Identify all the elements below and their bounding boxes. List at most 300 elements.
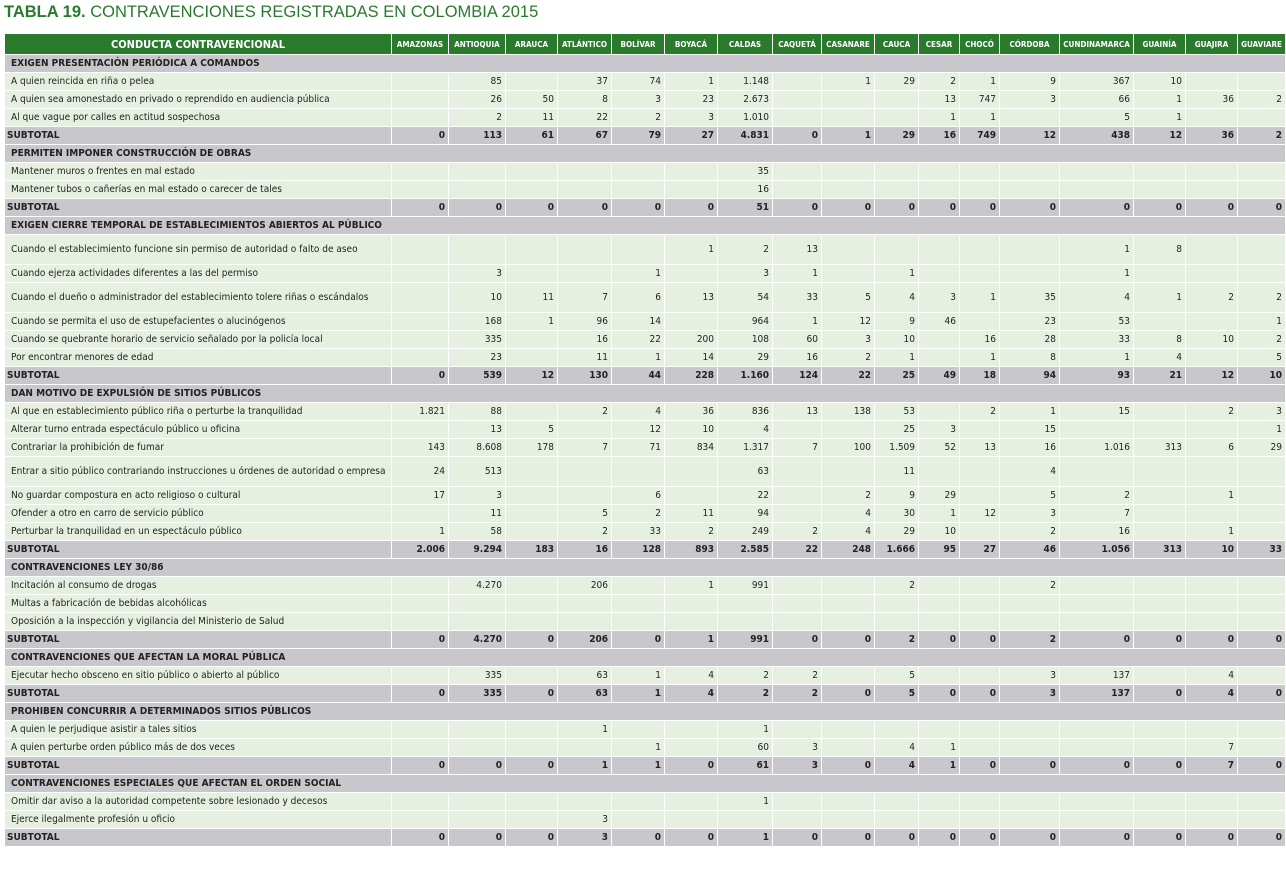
value-cell (612, 163, 664, 180)
value-cell (919, 811, 959, 828)
value-cell (612, 721, 664, 738)
subtotal-cell: 79 (612, 127, 664, 144)
value-cell (558, 595, 611, 612)
value-cell (665, 793, 717, 810)
table-row (5, 721, 1285, 738)
value-cell: 12 (960, 505, 999, 522)
subtotal-cell: 539 (449, 367, 505, 384)
value-cell (875, 163, 918, 180)
value-cell: 6 (612, 283, 664, 312)
value-cell: 63 (718, 457, 772, 486)
value-cell: 30 (875, 505, 918, 522)
header-department: CAQUETÁ (773, 34, 821, 54)
subtotal-cell: 1 (822, 127, 874, 144)
subtotal-cell: 113 (449, 127, 505, 144)
section-header (5, 145, 1285, 162)
value-cell: 28 (1000, 331, 1059, 348)
subtotal-cell: 0 (919, 631, 959, 648)
value-cell: 24 (392, 457, 448, 486)
value-cell (612, 577, 664, 594)
value-cell: 60 (773, 331, 821, 348)
value-cell: 4 (822, 505, 874, 522)
header-department: ATLÁNTICO (558, 34, 611, 54)
value-cell (449, 235, 505, 264)
value-cell: 3 (919, 283, 959, 312)
value-cell (558, 235, 611, 264)
value-cell: 313 (1134, 439, 1185, 456)
value-cell (773, 457, 821, 486)
subtotal-row (5, 631, 1285, 648)
value-cell: 13 (773, 403, 821, 420)
row-label: Multas a fabricación de bebidas alcohólicas (5, 595, 391, 612)
value-cell (773, 505, 821, 522)
value-cell: 37 (558, 73, 611, 90)
value-cell (449, 595, 505, 612)
section-header (5, 217, 1285, 234)
subtotal-cell: 1 (665, 631, 717, 648)
value-cell (1000, 793, 1059, 810)
value-cell (392, 739, 448, 756)
value-cell (1238, 505, 1285, 522)
value-cell: 335 (449, 331, 505, 348)
value-cell (1238, 487, 1285, 504)
subtotal-cell: 183 (506, 541, 557, 558)
subtotal-cell: 0 (1186, 199, 1237, 216)
value-cell (665, 313, 717, 330)
value-cell (1238, 109, 1285, 126)
value-cell: 1 (1060, 349, 1133, 366)
value-cell (1000, 739, 1059, 756)
subtotal-cell: 0 (1134, 829, 1185, 846)
value-cell (822, 721, 874, 738)
value-cell: 96 (558, 313, 611, 330)
value-cell: 5 (1238, 349, 1285, 366)
subtotal-cell: 12 (506, 367, 557, 384)
value-cell (392, 421, 448, 438)
subtotal-cell: 93 (1060, 367, 1133, 384)
value-cell (875, 613, 918, 630)
subtotal-cell: 94 (1000, 367, 1059, 384)
page-title (4, 3, 538, 25)
value-cell: 1.317 (718, 439, 772, 456)
value-cell: 16 (1000, 439, 1059, 456)
subtotal-cell: 0 (1238, 631, 1285, 648)
subtotal-cell: 0 (392, 367, 448, 384)
value-cell: 991 (718, 577, 772, 594)
section-title: EXIGEN CIERRE TEMPORAL DE ESTABLECIMIENTOS ABIERTOS AL PÚBLICO (5, 217, 1285, 234)
subtotal-cell: 0 (665, 757, 717, 774)
value-cell (506, 349, 557, 366)
value-cell: 3 (1000, 91, 1059, 108)
value-cell (1060, 595, 1133, 612)
subtotal-cell: 0 (1238, 199, 1285, 216)
value-cell: 1 (960, 109, 999, 126)
value-cell (1060, 181, 1133, 198)
table-body (5, 55, 1285, 846)
value-cell (1134, 163, 1185, 180)
value-cell (1000, 721, 1059, 738)
value-cell: 2 (1238, 283, 1285, 312)
value-cell (1186, 265, 1237, 282)
subtotal-cell: 313 (1134, 541, 1185, 558)
value-cell: 16 (1060, 523, 1133, 540)
value-cell: 7 (558, 283, 611, 312)
subtotal-cell: 0 (822, 199, 874, 216)
section-header (5, 703, 1285, 720)
section-title: PROHIBEN CONCURRIR A DETERMINADOS SITIOS PÚBLICOS (5, 703, 1285, 720)
value-cell (1238, 265, 1285, 282)
value-cell: 29 (875, 523, 918, 540)
value-cell: 1 (960, 73, 999, 90)
header-department: CALDAS (718, 34, 772, 54)
row-label: Cuando se permita el uso de estupefacientes o alucinógenos (5, 313, 391, 330)
row-label: Al que en establecimiento público riña o perturbe la tranquilidad (5, 403, 391, 420)
header-department: CAUCA (875, 34, 918, 54)
value-cell (558, 181, 611, 198)
table-row (5, 667, 1285, 684)
value-cell (392, 73, 448, 90)
value-cell (392, 331, 448, 348)
table-row (5, 283, 1285, 312)
value-cell (449, 181, 505, 198)
value-cell (1238, 739, 1285, 756)
value-cell (449, 793, 505, 810)
value-cell: 7 (1186, 739, 1237, 756)
subtotal-cell: 2 (1000, 631, 1059, 648)
value-cell: 63 (558, 667, 611, 684)
subtotal-cell: 0 (665, 829, 717, 846)
subtotal-cell: 4 (1186, 685, 1237, 702)
subtotal-cell: 0 (1238, 757, 1285, 774)
value-cell: 8.608 (449, 439, 505, 456)
subtotal-cell: 206 (558, 631, 611, 648)
subtotal-cell: 0 (960, 631, 999, 648)
subtotal-cell: 29 (875, 127, 918, 144)
value-cell (558, 613, 611, 630)
value-cell (506, 739, 557, 756)
value-cell: 1 (919, 109, 959, 126)
value-cell: 10 (919, 523, 959, 540)
value-cell: 26 (449, 91, 505, 108)
value-cell (506, 181, 557, 198)
subtotal-label: SUBTOTAL (5, 829, 391, 846)
value-cell: 1 (392, 523, 448, 540)
value-cell (665, 595, 717, 612)
value-cell (1238, 721, 1285, 738)
subtotal-cell: 0 (1060, 631, 1133, 648)
value-cell (392, 811, 448, 828)
value-cell: 14 (665, 349, 717, 366)
value-cell: 1.509 (875, 439, 918, 456)
subtotal-cell: 0 (612, 199, 664, 216)
value-cell (1000, 235, 1059, 264)
value-cell (1238, 181, 1285, 198)
subtotal-cell: 1 (612, 685, 664, 702)
value-cell: 4 (1000, 457, 1059, 486)
row-label: Ejerce ilegalmente profesión u oficio (5, 811, 391, 828)
value-cell: 1 (665, 73, 717, 90)
section-header (5, 775, 1285, 792)
value-cell (1134, 505, 1185, 522)
value-cell: 88 (449, 403, 505, 420)
value-cell: 335 (449, 667, 505, 684)
value-cell: 1 (1238, 313, 1285, 330)
value-cell (773, 577, 821, 594)
subtotal-cell: 0 (919, 685, 959, 702)
value-cell (1134, 457, 1185, 486)
value-cell: 13 (919, 91, 959, 108)
value-cell: 3 (449, 487, 505, 504)
value-cell: 50 (506, 91, 557, 108)
value-cell: 23 (1000, 313, 1059, 330)
subtotal-cell: 0 (960, 199, 999, 216)
value-cell (1060, 793, 1133, 810)
row-label: Cuando ejerza actividades diferentes a las del permiso (5, 265, 391, 282)
value-cell (506, 265, 557, 282)
value-cell: 94 (718, 505, 772, 522)
value-cell: 2 (1000, 577, 1059, 594)
value-cell (1186, 577, 1237, 594)
value-cell: 29 (919, 487, 959, 504)
row-label: Ofender a otro en carro de servicio público (5, 505, 391, 522)
value-cell (822, 595, 874, 612)
value-cell: 16 (558, 331, 611, 348)
value-cell: 2 (612, 505, 664, 522)
value-cell (919, 181, 959, 198)
value-cell: 2 (960, 403, 999, 420)
value-cell (558, 457, 611, 486)
header-department: ANTIOQUIA (449, 34, 505, 54)
subtotal-cell: 0 (612, 829, 664, 846)
value-cell (773, 811, 821, 828)
value-cell (1000, 265, 1059, 282)
value-cell (960, 181, 999, 198)
value-cell (1060, 457, 1133, 486)
subtotal-cell: 27 (960, 541, 999, 558)
row-label: Contrariar la prohibición de fumar (5, 439, 391, 456)
value-cell: 8 (558, 91, 611, 108)
value-cell (1186, 421, 1237, 438)
section-header (5, 559, 1285, 576)
table-row (5, 439, 1285, 456)
row-label: A quien sea amonestado en privado o reprendido en audiencia pública (5, 91, 391, 108)
value-cell (1000, 613, 1059, 630)
subtotal-cell: 0 (392, 757, 448, 774)
value-cell (1060, 421, 1133, 438)
value-cell (1060, 739, 1133, 756)
subtotal-cell: 51 (718, 199, 772, 216)
value-cell (506, 403, 557, 420)
subtotal-cell: 12 (1186, 367, 1237, 384)
value-cell: 9 (875, 313, 918, 330)
value-cell: 5 (506, 421, 557, 438)
value-cell: 1.010 (718, 109, 772, 126)
value-cell (919, 667, 959, 684)
subtotal-cell: 33 (1238, 541, 1285, 558)
value-cell: 1 (1186, 487, 1237, 504)
value-cell (960, 457, 999, 486)
value-cell (558, 421, 611, 438)
subtotal-cell: 0 (919, 829, 959, 846)
subtotal-cell: 9.294 (449, 541, 505, 558)
value-cell (506, 163, 557, 180)
subtotal-cell: 7 (1186, 757, 1237, 774)
value-cell: 29 (875, 73, 918, 90)
subtotal-cell: 0 (1060, 199, 1133, 216)
section-header (5, 649, 1285, 666)
value-cell: 2 (875, 577, 918, 594)
value-cell: 4 (718, 421, 772, 438)
subtotal-cell: 18 (960, 367, 999, 384)
value-cell: 11 (506, 283, 557, 312)
value-cell (558, 265, 611, 282)
value-cell: 178 (506, 439, 557, 456)
subtotal-cell: 0 (822, 685, 874, 702)
value-cell (506, 331, 557, 348)
value-cell (718, 613, 772, 630)
value-cell: 2 (1186, 403, 1237, 420)
value-cell (612, 613, 664, 630)
value-cell: 1 (506, 313, 557, 330)
subtotal-cell: 0 (1134, 685, 1185, 702)
value-cell: 1 (718, 793, 772, 810)
section-title: PERMITEN IMPONER CONSTRUCCIÓN DE OBRAS (5, 145, 1285, 162)
value-cell: 2 (773, 667, 821, 684)
subtotal-cell: 0 (1000, 757, 1059, 774)
subtotal-cell: 27 (665, 127, 717, 144)
value-cell (960, 721, 999, 738)
value-cell: 836 (718, 403, 772, 420)
value-cell (960, 613, 999, 630)
value-cell: 3 (558, 811, 611, 828)
value-cell: 168 (449, 313, 505, 330)
value-cell: 8 (1134, 235, 1185, 264)
value-cell: 10 (1134, 73, 1185, 90)
subtotal-cell: 3 (1000, 685, 1059, 702)
table-row (5, 163, 1285, 180)
value-cell (1238, 457, 1285, 486)
value-cell: 1 (1060, 265, 1133, 282)
row-label: Al que vague por calles en actitud sospechosa (5, 109, 391, 126)
subtotal-cell: 2.006 (392, 541, 448, 558)
value-cell (558, 487, 611, 504)
subtotal-label: SUBTOTAL (5, 541, 391, 558)
value-cell (875, 109, 918, 126)
subtotal-cell: 0 (392, 829, 448, 846)
value-cell (1000, 595, 1059, 612)
subtotal-cell: 4.270 (449, 631, 505, 648)
row-label: Ejecutar hecho obsceno en sitio público o abierto al público (5, 667, 391, 684)
row-label: Por encontrar menores de edad (5, 349, 391, 366)
value-cell (392, 181, 448, 198)
value-cell: 11 (506, 109, 557, 126)
header-department: GUAVIARE (1238, 34, 1285, 54)
value-cell: 16 (718, 181, 772, 198)
subtotal-cell: 0 (773, 127, 821, 144)
value-cell (1134, 793, 1185, 810)
header-row (5, 34, 1285, 54)
value-cell (919, 349, 959, 366)
value-cell (665, 181, 717, 198)
value-cell (1060, 613, 1133, 630)
value-cell: 1 (558, 721, 611, 738)
value-cell: 2.673 (718, 91, 772, 108)
value-cell (1060, 163, 1133, 180)
value-cell: 4.270 (449, 577, 505, 594)
value-cell: 52 (919, 439, 959, 456)
value-cell: 1 (919, 505, 959, 522)
subtotal-cell: 0 (1134, 199, 1185, 216)
subtotal-cell: 228 (665, 367, 717, 384)
table-row (5, 109, 1285, 126)
value-cell (506, 73, 557, 90)
value-cell (1134, 595, 1185, 612)
subtotal-cell: 438 (1060, 127, 1133, 144)
value-cell: 3 (1000, 667, 1059, 684)
table-row (5, 331, 1285, 348)
table-row (5, 523, 1285, 540)
row-label: Entrar a sitio público contrariando instrucciones u órdenes de autoridad o empresa (5, 457, 391, 486)
contravenciones-table (4, 33, 1286, 847)
value-cell: 206 (558, 577, 611, 594)
value-cell: 1 (875, 265, 918, 282)
subtotal-cell: 0 (1000, 199, 1059, 216)
value-cell (822, 793, 874, 810)
value-cell: 53 (875, 403, 918, 420)
value-cell (612, 181, 664, 198)
value-cell (919, 577, 959, 594)
value-cell: 2 (718, 667, 772, 684)
value-cell (1186, 793, 1237, 810)
subtotal-cell: 0 (1238, 685, 1285, 702)
header-department: GUAJIRA (1186, 34, 1237, 54)
value-cell (1238, 73, 1285, 90)
value-cell (960, 487, 999, 504)
value-cell (822, 613, 874, 630)
value-cell: 10 (449, 283, 505, 312)
row-label: Oposición a la inspección y vigilancia del Ministerio de Salud (5, 613, 391, 630)
subtotal-cell: 137 (1060, 685, 1133, 702)
table-row (5, 403, 1285, 420)
subtotal-cell: 0 (773, 199, 821, 216)
value-cell: 1 (773, 313, 821, 330)
subtotal-cell: 0 (392, 685, 448, 702)
value-cell: 66 (1060, 91, 1133, 108)
value-cell: 513 (449, 457, 505, 486)
value-cell (822, 811, 874, 828)
value-cell (822, 181, 874, 198)
value-cell (919, 721, 959, 738)
value-cell (1238, 793, 1285, 810)
value-cell: 74 (612, 73, 664, 90)
value-cell (1186, 181, 1237, 198)
value-cell (875, 721, 918, 738)
value-cell (960, 163, 999, 180)
subtotal-cell: 1 (718, 829, 772, 846)
subtotal-cell: 991 (718, 631, 772, 648)
value-cell (960, 595, 999, 612)
value-cell: 3 (1000, 505, 1059, 522)
header-department: GUAINÍA (1134, 34, 1185, 54)
row-label: A quien perturbe orden público más de dos veces (5, 739, 391, 756)
value-cell (392, 163, 448, 180)
value-cell: 13 (449, 421, 505, 438)
value-cell (1186, 457, 1237, 486)
value-cell (1238, 613, 1285, 630)
subtotal-cell: 12 (1134, 127, 1185, 144)
value-cell (718, 811, 772, 828)
value-cell (392, 505, 448, 522)
